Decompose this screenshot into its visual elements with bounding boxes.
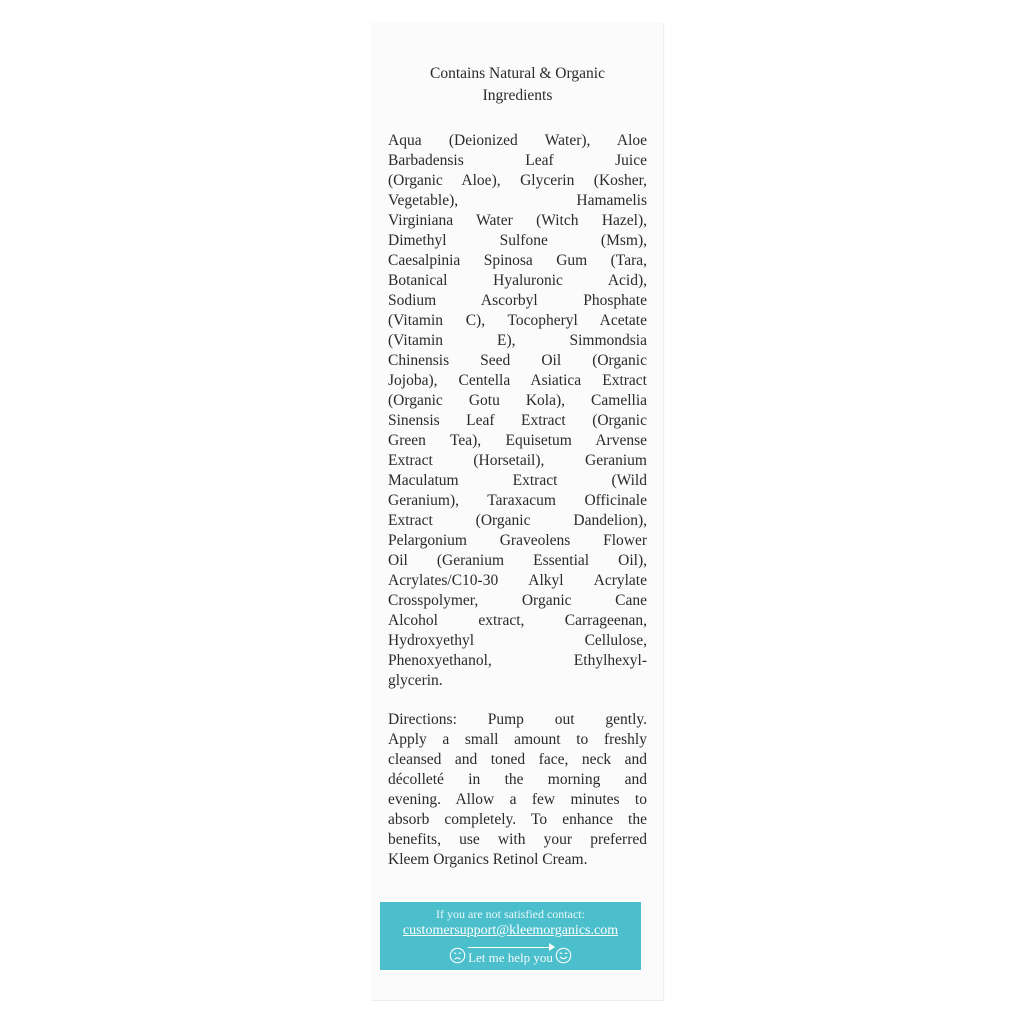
ingredients-line: Phenoxyethanol, Ethylhexyl- — [388, 652, 647, 669]
product-box-panel — [372, 23, 664, 1001]
ingredients-line: Acrylates/C10-30 Alkyl Acrylate — [388, 572, 647, 589]
ingredients-line: Extract (Organic Dandelion), — [388, 512, 647, 529]
ingredients-line: (Organic Aloe), Glycerin (Kosher, — [388, 172, 647, 189]
arrow-line-icon — [468, 947, 551, 948]
support-prompt: If you are not satisfied contact: — [436, 907, 585, 921]
help-row — [380, 943, 641, 967]
directions-line: Apply a small amount to freshly — [388, 731, 647, 748]
ingredients-line: (Organic Gotu Kola), Camellia — [388, 392, 647, 409]
ingredients-line: Extract (Horsetail), Geranium — [388, 452, 647, 469]
heading-line-2: Ingredients — [482, 87, 553, 104]
directions-text — [388, 710, 647, 870]
panel-heading — [372, 63, 663, 107]
ingredients-line: Dimethyl Sulfone (Msm), — [388, 232, 647, 249]
happy-face-icon — [555, 947, 572, 964]
ingredients-line: glycerin. — [388, 672, 443, 689]
ingredients-line: Oil (Geranium Essential Oil), — [388, 552, 647, 569]
ingredients-line: Geranium), Taraxacum Officinale — [388, 492, 647, 509]
ingredients-line: (Vitamin C), Tocopheryl Acetate — [388, 312, 647, 329]
ingredients-line: Barbadensis Leaf Juice — [388, 152, 647, 169]
ingredients-line: (Vitamin E), Simmondsia — [388, 332, 647, 349]
ingredients-line: Chinensis Seed Oil (Organic — [388, 352, 647, 369]
help-text: Let me help you — [468, 950, 553, 965]
directions-line: Kleem Organics Retinol Cream. — [388, 851, 588, 868]
ingredients-line: Sodium Ascorbyl Phosphate — [388, 292, 647, 309]
ingredients-list — [388, 131, 647, 691]
directions-line: cleansed and toned face, neck and — [388, 751, 647, 768]
ingredients-line: Aqua (Deionized Water), Aloe — [388, 132, 647, 149]
ingredients-line: Hydroxyethyl Cellulose, — [388, 632, 647, 649]
ingredients-line: Pelargonium Graveolens Flower — [388, 532, 647, 549]
ingredients-line: Botanical Hyaluronic Acid), — [388, 272, 647, 289]
arrow-to-happy — [466, 944, 555, 967]
directions-line: Directions: Pump out gently. — [388, 711, 647, 728]
ingredients-line: Maculatum Extract (Wild — [388, 472, 647, 489]
arrow-head-icon — [549, 943, 555, 951]
customer-support-banner — [380, 902, 641, 970]
sad-face-icon — [449, 947, 466, 964]
heading-line-1: Contains Natural & Organic — [430, 65, 605, 82]
ingredients-line: Vegetable), Hamamelis — [388, 192, 647, 209]
ingredients-line: Caesalpinia Spinosa Gum (Tara, — [388, 252, 647, 269]
directions-line: absorb completely. To enhance the — [388, 811, 647, 828]
ingredients-line: Virginiana Water (Witch Hazel), — [388, 212, 647, 229]
ingredients-line: Sinensis Leaf Extract (Organic — [388, 412, 647, 429]
support-email-link[interactable]: customersupport@kleemorganics.com — [402, 923, 619, 938]
ingredients-line: Jojoba), Centella Asiatica Extract — [388, 372, 647, 389]
ingredients-line: Green Tea), Equisetum Arvense — [388, 432, 647, 449]
directions-line: benefits, use with your preferred — [388, 831, 647, 848]
ingredients-line: Alcohol extract, Carrageenan, — [388, 612, 647, 629]
directions-line: décolleté in the morning and — [388, 771, 647, 788]
ingredients-line: Crosspolymer, Organic Cane — [388, 592, 647, 609]
directions-line: evening. Allow a few minutes to — [388, 791, 647, 808]
